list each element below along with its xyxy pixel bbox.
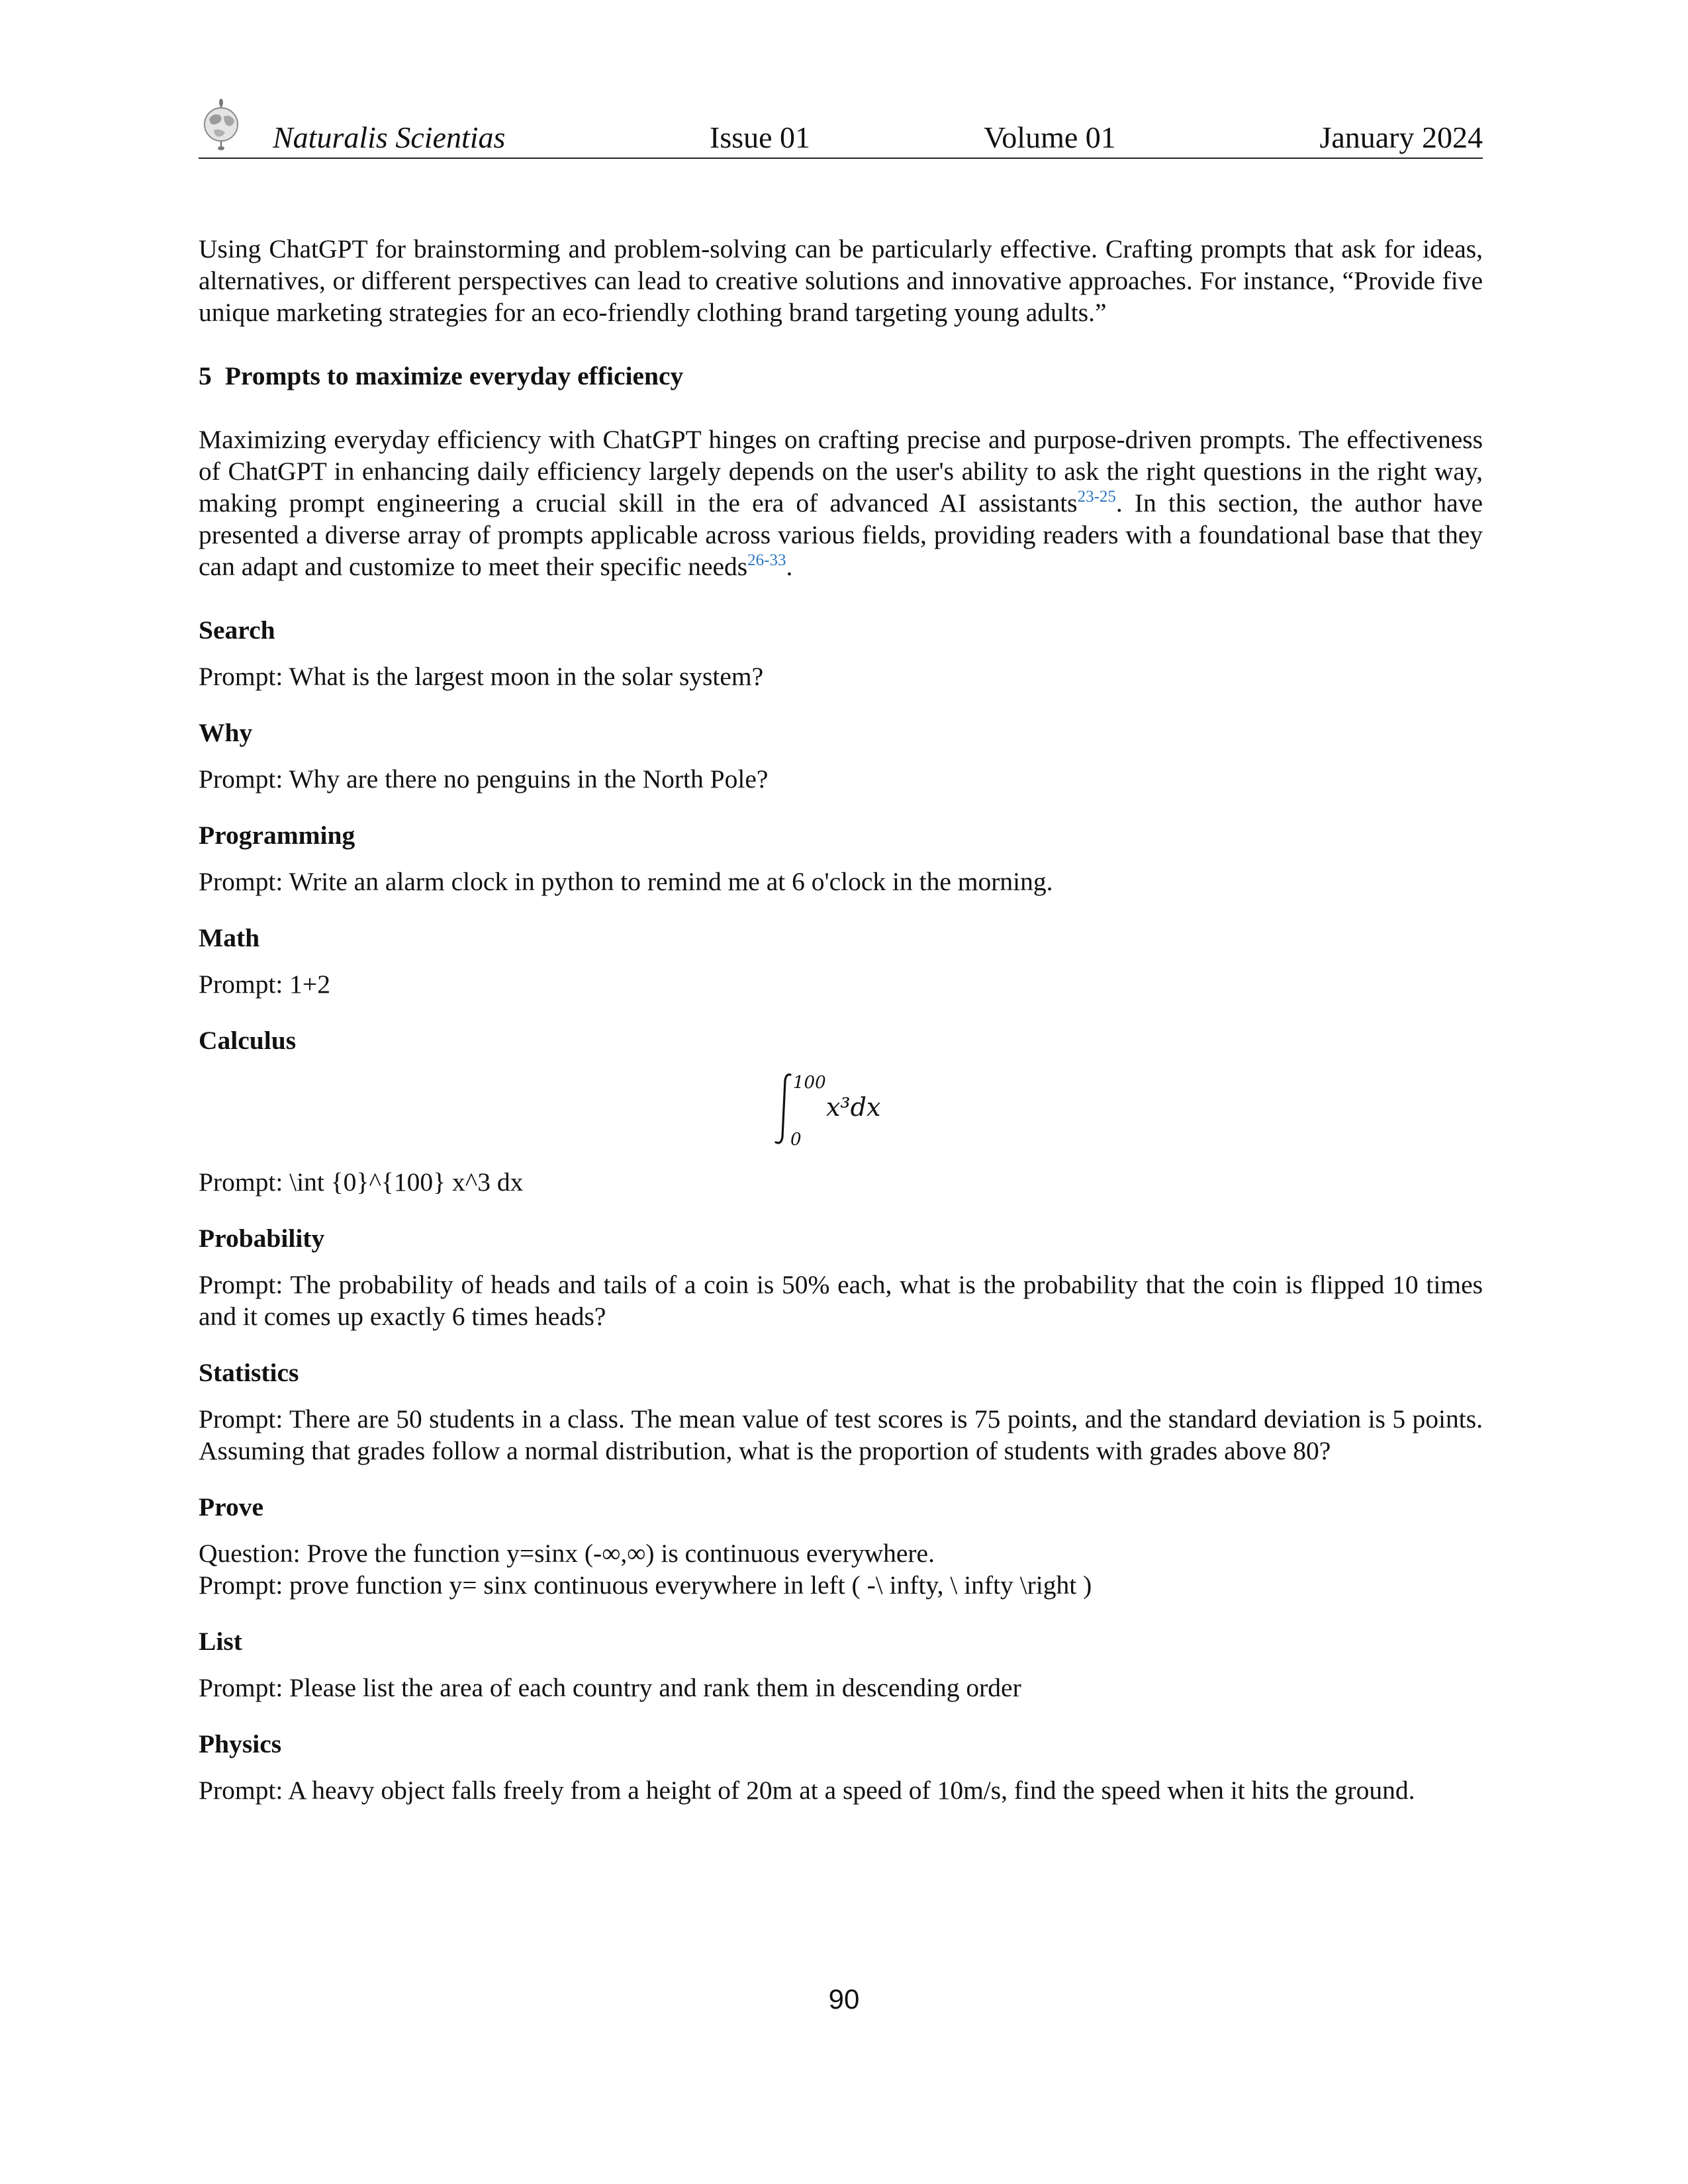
integral-equation	[773, 1071, 919, 1149]
item-search	[199, 614, 1483, 692]
item-text: Prompt: Write an alarm clock in python to remind me at 6 o'clock in the morning.	[199, 867, 1053, 896]
section-paragraph-part1: Maximizing everyday efficiency with ChatGPT hinges on crafting precise and purpose-driven prompts. The effectiveness of ChatGPT in enhancing daily efficiency largely depends on the user's ability to ask the right questions in the right way, making prompt engineering a crucial skill in the era of advanced AI assistants	[199, 425, 1483, 518]
item-heading: Math	[199, 923, 260, 952]
item-text: Prompt: Why are there no penguins in the North Pole?	[199, 764, 769, 794]
section-paragraph	[199, 424, 1483, 582]
item-heading: Physics	[199, 1729, 282, 1758]
section-paragraph-part2: . In this section, the author have presented a diverse array of prompts applicable across various fields, providing readers with a foundational base that they can adapt and customize to meet their specific needs	[199, 488, 1483, 581]
integral-upper-limit: 100	[793, 1073, 826, 1093]
item-math	[199, 922, 1483, 1000]
publication-date: January 2024	[1319, 120, 1483, 154]
citation-link-23-25[interactable]: 23-25	[1077, 488, 1116, 506]
item-heading: List	[199, 1627, 242, 1656]
item-list	[199, 1625, 1483, 1704]
item-heading: Why	[199, 718, 253, 747]
page-number: 90	[828, 1983, 860, 2015]
item-text: Prompt: Please list the area of each country and rank them in descending order	[199, 1673, 1021, 1702]
section-heading	[199, 360, 1483, 392]
item-heading: Programming	[199, 821, 355, 850]
item-text: Prompt: There are 50 students in a class. The mean value of test scores is 75 points, and the standard deviation is 5 points. Assuming that grades follow a normal distribution, what is the proportion of students with grades above 80?	[199, 1404, 1483, 1465]
item-programming	[199, 819, 1483, 897]
item-physics	[199, 1728, 1483, 1806]
item-heading: Statistics	[199, 1358, 299, 1387]
item-probability	[199, 1222, 1483, 1332]
item-calculus	[199, 1024, 1483, 1198]
item-text: Prompt: What is the largest moon in the solar system?	[199, 662, 764, 691]
item-heading: Probability	[199, 1224, 325, 1253]
section-title: Prompts to maximize everyday efficiency	[224, 361, 684, 390]
item-heading: Calculus	[199, 1026, 297, 1055]
item-text: Prompt: 1+2	[199, 970, 330, 999]
item-heading: Prove	[199, 1492, 263, 1522]
article-body	[199, 233, 1483, 1831]
item-prove	[199, 1491, 1483, 1601]
intro-paragraph: Using ChatGPT for brainstorming and problem-solving can be particularly effective. Crafting prompts that ask for ideas, alternatives, or different perspectives can lead to creative solutions and innovative approaches. For instance, “Provide five unique marketing strategies for an eco-friendly clothing brand targeting young adults.”	[199, 234, 1483, 327]
integral-lower-limit: 0	[790, 1130, 802, 1149]
item-text: Prompt: prove function y= sinx continuous everywhere in left ( -\ infty, \ infty \right )	[199, 1570, 1092, 1600]
item-text: Prompt: A heavy object falls freely from a height of 20m at a speed of 10m/s, find the speed when it hits the ground.	[199, 1776, 1415, 1805]
citation-link-26-33[interactable]: 26-33	[747, 551, 786, 569]
journal-name: Naturalis Scientias	[273, 120, 506, 154]
globe-logo-icon	[199, 97, 244, 152]
item-text: Prompt: The probability of heads and tails of a coin is 50% each, what is the probability that the coin is flipped 10 times and it comes up exactly 6 times heads?	[199, 1270, 1483, 1331]
integral-formula	[199, 1071, 1483, 1149]
volume-label: Volume 01	[984, 120, 1116, 154]
section-number: 5	[199, 361, 212, 390]
page-header	[199, 94, 1483, 159]
item-text: Prompt: \int {0}^{100} x^3 dx	[199, 1167, 524, 1197]
integral-expression: x³dx	[826, 1093, 881, 1122]
section-paragraph-end: .	[786, 552, 793, 581]
item-why	[199, 717, 1483, 795]
item-heading: Search	[199, 615, 275, 645]
issue-label: Issue 01	[710, 120, 811, 154]
item-statistics	[199, 1357, 1483, 1467]
item-question: Question: Prove the function y=sin⁡x (-∞,∞) is continuous everywhere.	[199, 1539, 935, 1568]
integral-sign-icon	[776, 1075, 790, 1143]
